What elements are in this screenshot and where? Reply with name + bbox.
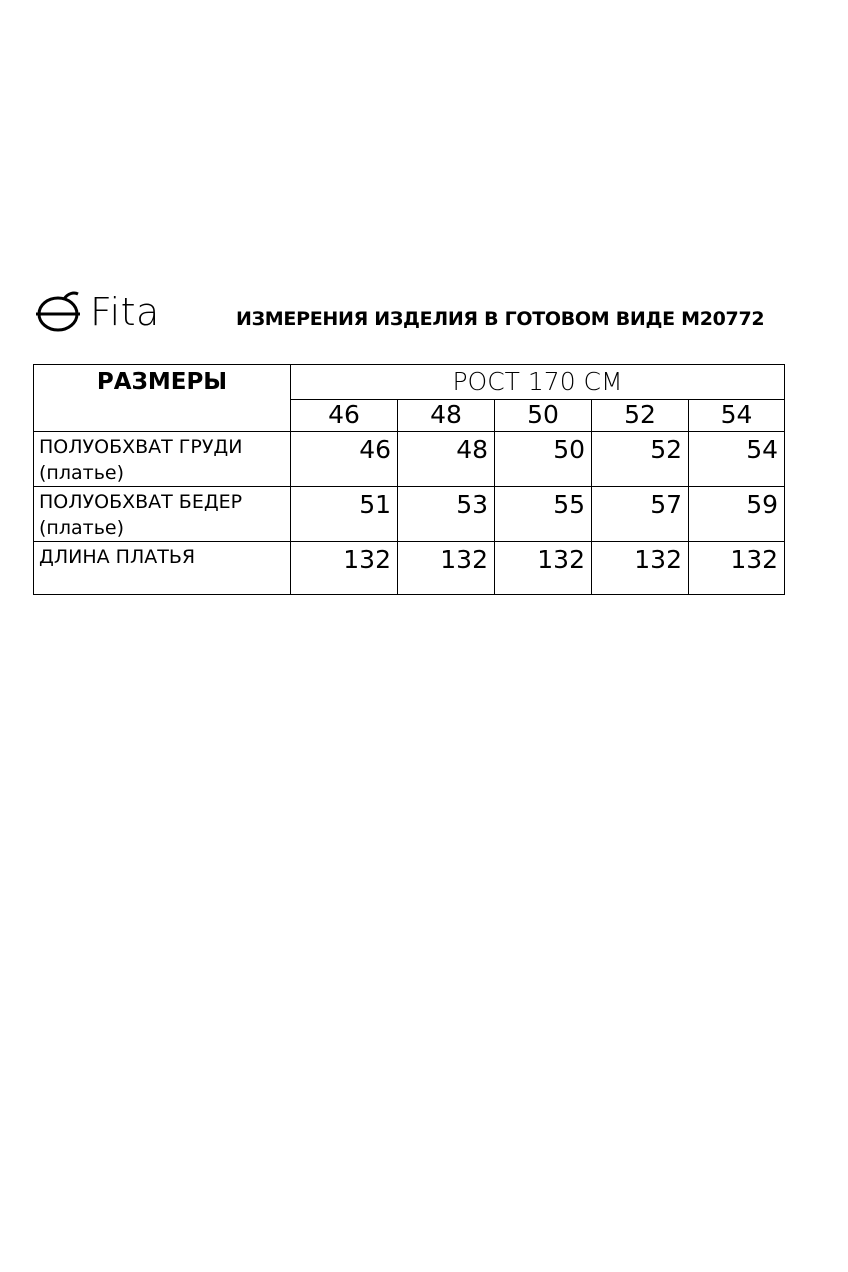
table-row	[34, 542, 785, 595]
row-label-line2: (платье)	[39, 517, 124, 539]
table-row	[34, 432, 785, 487]
value-cell: 48	[398, 432, 495, 487]
height-header: РОСТ 170 СМ	[291, 365, 785, 400]
size-header-cell: 54	[689, 400, 785, 432]
value-cell: 59	[689, 487, 785, 542]
row-label	[34, 487, 291, 542]
size-table	[33, 364, 785, 595]
value-cell: 55	[495, 487, 592, 542]
row-label	[34, 432, 291, 487]
value-cell: 132	[592, 542, 689, 595]
row-label-line1: ПОЛУОБХВАТ БЕДЕР	[39, 491, 243, 513]
page-title: ИЗМЕРЕНИЯ ИЗДЕЛИЯ В ГОТОВОМ ВИДЕ М20772	[236, 308, 765, 330]
value-cell: 50	[495, 432, 592, 487]
brand-name: Fita	[90, 290, 160, 334]
row-label-line1: ПОЛУОБХВАТ ГРУДИ	[39, 436, 243, 458]
value-cell: 51	[291, 487, 398, 542]
value-cell: 54	[689, 432, 785, 487]
brand-logo	[34, 290, 184, 334]
sizes-header: РАЗМЕРЫ	[34, 365, 291, 432]
value-cell: 132	[291, 542, 398, 595]
row-label	[34, 542, 291, 595]
size-header-cell: 50	[495, 400, 592, 432]
value-cell: 132	[689, 542, 785, 595]
size-header-cell: 46	[291, 400, 398, 432]
value-cell: 57	[592, 487, 689, 542]
size-header-cell: 48	[398, 400, 495, 432]
value-cell: 46	[291, 432, 398, 487]
row-label-line1: ДЛИНА ПЛАТЬЯ	[39, 546, 196, 568]
value-cell: 132	[495, 542, 592, 595]
value-cell: 52	[592, 432, 689, 487]
row-label-line2: (платье)	[39, 462, 124, 484]
size-header-cell: 52	[592, 400, 689, 432]
fita-logo-icon	[34, 290, 82, 334]
value-cell: 53	[398, 487, 495, 542]
table-row	[34, 487, 785, 542]
value-cell: 132	[398, 542, 495, 595]
